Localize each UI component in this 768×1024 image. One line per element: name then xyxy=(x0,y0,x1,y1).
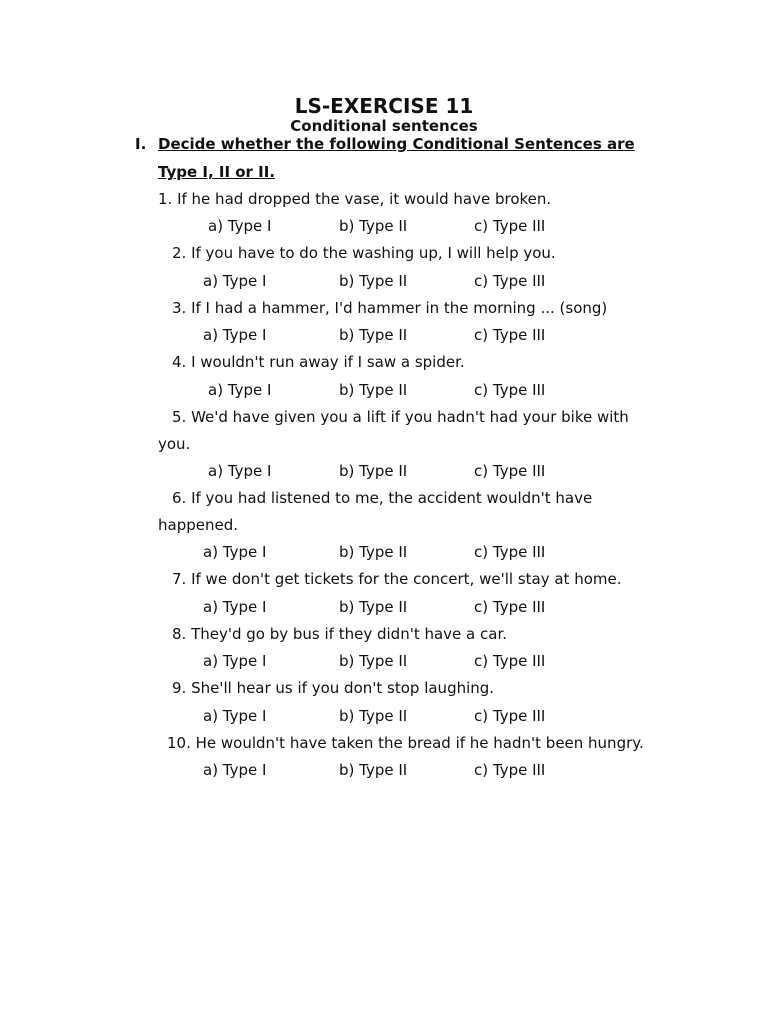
option-a: a) Type I xyxy=(203,543,267,561)
option-c: c) Type III xyxy=(474,707,546,725)
option-c: c) Type III xyxy=(474,326,546,344)
option-c: c) Type III xyxy=(474,598,546,616)
question-9: 9. She'll hear us if you don't stop laughing. xyxy=(172,679,495,697)
instruction-line-2: Type I, II or II. xyxy=(158,163,276,181)
option-a: a) Type I xyxy=(203,598,267,616)
option-c: c) Type III xyxy=(474,217,546,235)
question-1: 1. If he had dropped the vase, it would have broken. xyxy=(158,190,552,208)
option-b: b) Type II xyxy=(339,326,408,344)
option-a: a) Type I xyxy=(203,761,267,779)
option-b: b) Type II xyxy=(339,761,408,779)
question-6: 6. If you had listened to me, the accident wouldn't have xyxy=(172,489,593,507)
option-c: c) Type III xyxy=(474,652,546,670)
question-8: 8. They'd go by bus if they didn't have a car. xyxy=(172,625,508,643)
option-b: b) Type II xyxy=(339,272,408,290)
question-3: 3. If I had a hammer, I'd hammer in the morning ... (song) xyxy=(172,299,608,317)
option-b: b) Type II xyxy=(339,381,408,399)
question-10: 10. He wouldn't have taken the bread if he hadn't been hungry. xyxy=(167,734,644,752)
option-a: a) Type I xyxy=(203,272,267,290)
question-7: 7. If we don't get tickets for the concert, we'll stay at home. xyxy=(172,570,622,588)
option-a: a) Type I xyxy=(208,217,272,235)
option-a: a) Type I xyxy=(203,326,267,344)
question-6-continuation: happened. xyxy=(158,516,238,534)
page-title: LS-EXERCISE 11 xyxy=(294,94,474,118)
option-c: c) Type III xyxy=(474,462,546,480)
option-a: a) Type I xyxy=(208,381,272,399)
option-b: b) Type II xyxy=(339,652,408,670)
option-b: b) Type II xyxy=(339,598,408,616)
option-c: c) Type III xyxy=(474,272,546,290)
option-b: b) Type II xyxy=(339,543,408,561)
section-numeral: I. xyxy=(135,135,147,153)
option-b: b) Type II xyxy=(339,462,408,480)
option-b: b) Type II xyxy=(339,707,408,725)
option-a: a) Type I xyxy=(208,462,272,480)
option-a: a) Type I xyxy=(203,707,267,725)
option-c: c) Type III xyxy=(474,761,546,779)
page-subtitle: Conditional sentences xyxy=(290,117,478,135)
option-c: c) Type III xyxy=(474,543,546,561)
option-b: b) Type II xyxy=(339,217,408,235)
question-2: 2. If you have to do the washing up, I will help you. xyxy=(172,244,556,262)
instruction-line-1: Decide whether the following Conditional Sentences are xyxy=(158,135,635,153)
option-a: a) Type I xyxy=(203,652,267,670)
option-c: c) Type III xyxy=(474,381,546,399)
question-4: 4. I wouldn't run away if I saw a spider. xyxy=(172,353,465,371)
question-5-continuation: you. xyxy=(158,435,191,453)
question-5: 5. We'd have given you a lift if you hadn't had your bike with xyxy=(172,408,629,426)
